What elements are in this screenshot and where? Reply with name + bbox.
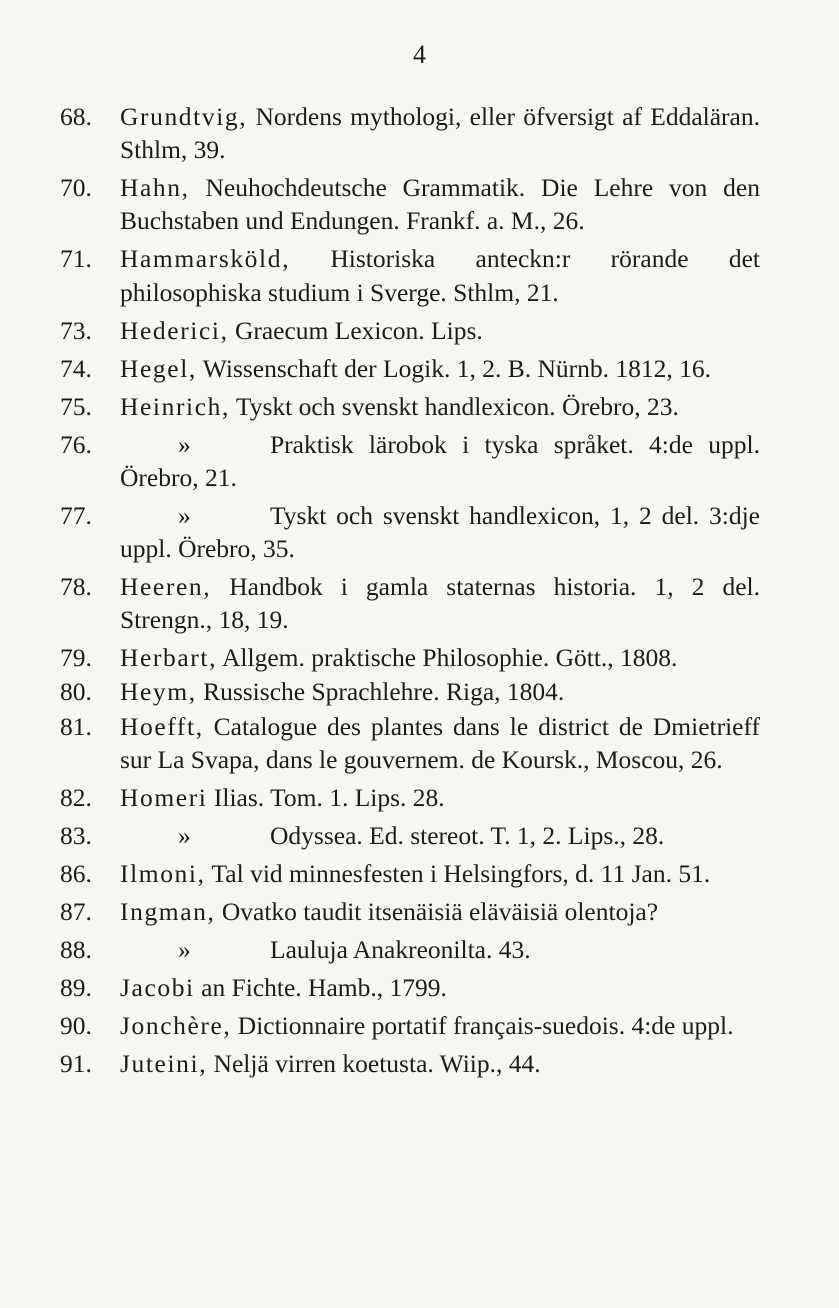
entry-author: Ingman, [120,896,216,926]
entry-text: Neuhochdeutsche Grammatik. Die Lehre von den Buchstaben und Endungen. Frankf. a. M., 26. [120,173,760,236]
entry-author: Grundtvig, [120,102,248,131]
entry-author: Heeren, [120,572,212,602]
entry-text: Lauluja Anakreonilta. 43. [270,934,531,964]
entry-author: Hahn, [120,173,190,203]
list-item [60,895,760,928]
page-number: 4 [413,40,426,69]
entry-author: Juteini, [120,1048,208,1078]
list-item [60,781,760,814]
entry-number: 74. [60,353,92,383]
entry-author: Hederici, [120,315,229,345]
ditto-mark: » [178,429,191,459]
list-item [60,1009,760,1042]
entry-number: 79. [60,643,92,673]
ditto-mark: » [178,934,191,964]
entry-author: Heym, [120,677,197,707]
entry-number: 81. [60,711,92,741]
entry-author: Hoefft, [120,711,204,741]
entry-text: Odyssea. Ed. stereot. T. 1, 2. Lips., 28. [270,820,665,850]
entry-author: Heinrich, [120,391,230,421]
entry-number: 68. [60,102,92,131]
entry-number: 70. [60,173,92,203]
list-item [60,933,760,966]
list-item [60,675,760,708]
entry-author: Ilmoni, [120,858,206,888]
entry-text: Neljä virren koetusta. Wiip., 44. [213,1048,541,1078]
entry-number: 77. [60,500,92,530]
entry-author: Homeri [120,782,208,812]
ditto-mark: » [178,820,191,850]
entry-author: Hammarsköld, [120,244,291,274]
entry-number: 82. [60,782,92,812]
list-item [60,171,760,237]
list-item [60,857,760,890]
entry-text: Allgem. praktische Philosophie. Gött., 1808. [222,643,678,673]
entry-number: 90. [60,1010,92,1040]
list-item [60,428,760,494]
entry-author: Herbart, [120,643,218,673]
entry-text: Wissenschaft der Logik. 1, 2. B. Nürnb. 1812, 16. [202,353,711,383]
list-item [60,390,760,423]
list-item [60,819,760,852]
entry-text: Historiska anteckn:r rörande det philosophiska studium i Sverge. Sthlm, 21. [120,244,760,307]
list-item [60,499,760,565]
entry-text: Russische Sprachlehre. Riga, 1804. [203,677,565,707]
entry-number: 80. [60,677,92,707]
entry-number: 71. [60,244,92,274]
entry-text: an Fichte. Hamb., 1799. [201,972,447,1002]
entry-number: 86. [60,858,92,888]
entry-number: 75. [60,391,92,421]
list-item [60,242,760,308]
entry-author: Jonchère, [120,1010,232,1040]
entry-author: Hegel, [120,353,197,383]
ditto-mark: » [178,500,191,530]
entry-number: 89. [60,972,92,1002]
list-item [60,971,760,1004]
entry-text: Ovatko taudit itsenäisiä eläväisiä olentoja? [221,896,659,926]
list-item [60,100,760,166]
list-item [60,314,760,347]
entry-number: 83. [60,820,92,850]
entry-text: Ilias. Tom. 1. Lips. 28. [213,782,445,812]
list-item [60,1047,760,1080]
entry-text: Praktisk lärobok i tyska språket. 4:de uppl. Örebro, 21. [120,429,760,492]
entry-number: 87. [60,896,92,926]
entry-number: 91. [60,1048,92,1078]
entry-text: Nordens mythologi, eller öfversigt af Eddaläran. Sthlm, 39. [120,102,760,165]
entry-author: Jacobi [120,972,195,1002]
entry-text: Graecum Lexicon. Lips. [234,315,483,345]
entry-text: Handbok i gamla staternas historia. 1, 2 del. Strengn., 18, 19. [120,572,760,635]
catalog-list [60,100,760,1085]
entry-number: 78. [60,572,92,602]
entry-number: 88. [60,934,92,964]
entry-number: 73. [60,315,92,345]
entry-text: Tal vid minnesfesten i Helsingfors, d. 11 Jan. 51. [211,858,711,888]
entry-number: 76. [60,429,92,459]
entry-text: Dictionnaire portatif français-suedois. 4:de uppl. [237,1010,734,1040]
entry-text: Tyskt och svenskt handlexicon, 1, 2 del. 3:dje uppl. Örebro, 35. [120,500,760,564]
entry-text: Catalogue des plantes dans le district de Dmietrieff sur La Svapa, dans le gouvernem. de Koursk., Moscou, 26. [120,711,761,774]
list-item [60,352,760,385]
list-item [60,570,760,636]
list-item [60,710,760,776]
list-item [60,641,760,674]
entry-text: Tyskt och svenskt handlexicon. Örebro, 23. [235,391,679,421]
